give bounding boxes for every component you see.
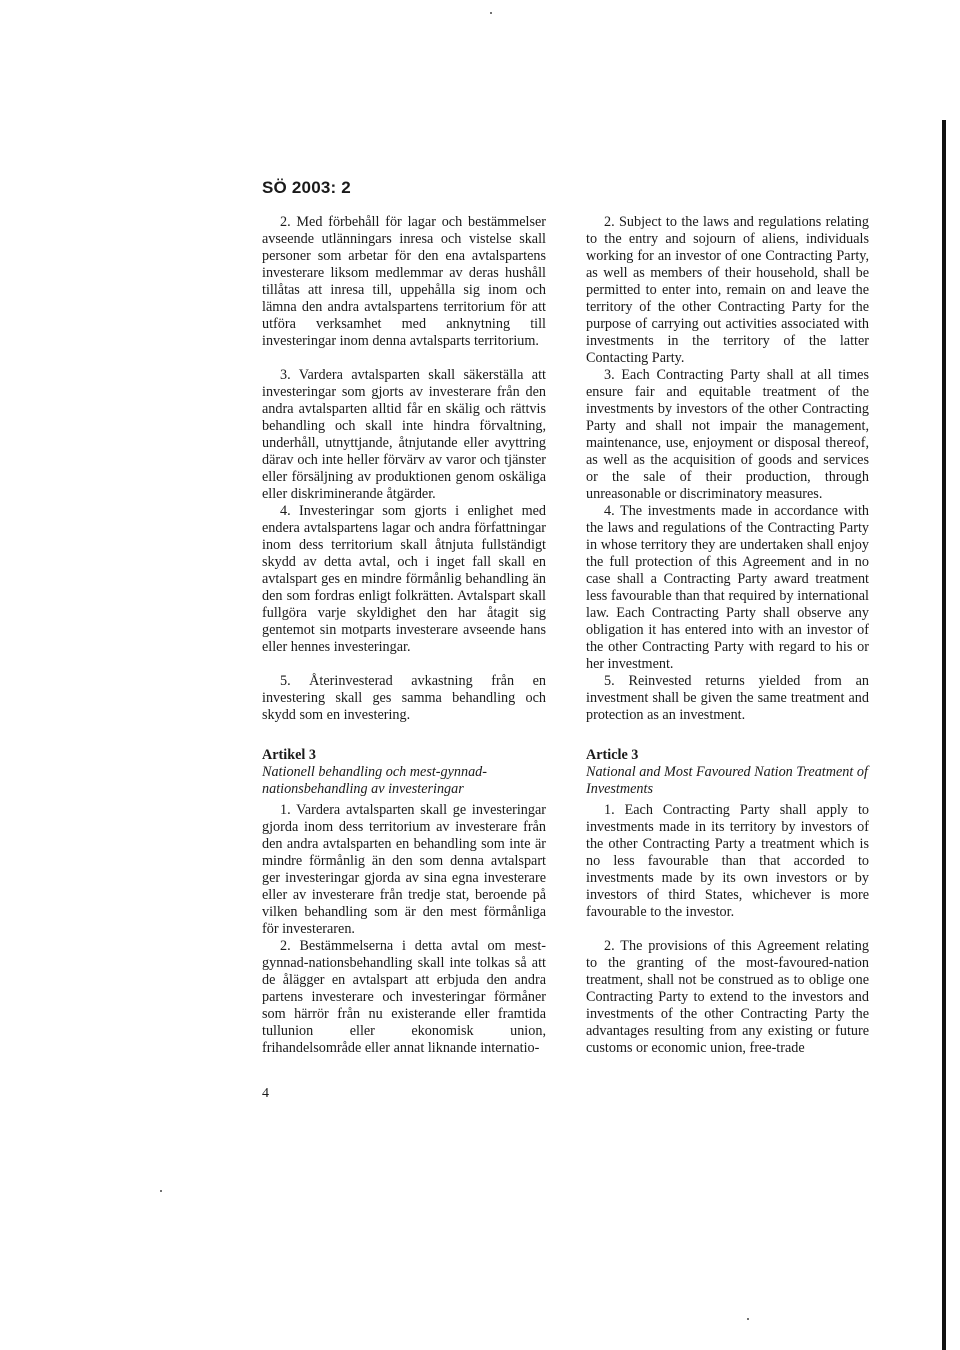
en-paragraph-5: 5. Reinvested returns yielded from an investment shall be given the same treatment and protection as an investment. — [586, 673, 869, 723]
sv-article3-paragraph-1: 1. Vardera avtalsparten skall ge investeringar gjorda inom dess territorium av investerare från den andra avtalsparten en behandling som inte är mindre förmånlig än den som denna avtalspart ger investeringar gjorda av sina egna investerare eller av investerare från tredje stat, beroende på vilken behandling som är den mest förmånliga för investeraren. — [262, 802, 546, 937]
sv-paragraph-2: 2. Med förbehåll för lagar och bestämmelser avseende utlänningars inresa och vistelse skall personer som arbetar för den ena avtalspartens investerare liksom medlemmar av deras hushåll tillåtas att inresa till, uppehålla sig inom och lämna den andra avtalspartens territorium för att utföra verksamhet med anknytning till investeringar inom denna avtalsparts territorium. — [262, 214, 546, 349]
en-article-heading: Article 3 — [586, 747, 639, 763]
sv-paragraph-5: 5. Återinvesterad avkastning från en investering skall ges samma behandling och skydd som en investering. — [262, 673, 546, 723]
page-number: 4 — [262, 1086, 269, 1101]
en-paragraph-2: 2. Subject to the laws and regulations relating to the entry and sojourn of aliens, individuals working for an investor of one Contracting Party, as well as members of their household, shall be permitted to enter into, remain on and leave the territory of the other Contracting Party for the purpose of carrying out activities associated with investments in the territory of the latter Contacting Party. — [586, 214, 869, 366]
sv-paragraph-4: 4. Investeringar som gjorts i enlighet med endera avtalspartens lagar och andra författningar inom dess territorium skall åtnjuta fullständigt skydd av detta avtal, och i inget fall skall en avtalspart ges en mindre förmånlig behandling än den som fordras enligt folkrätten. Avtalspart skall fullgöra varje skyldighet den har åtagit sig gentemot sin motparts investerare avseende hans eller hennes investeringar. — [262, 503, 546, 655]
en-paragraph-4: 4. The investments made in accordance with the laws and regulations of the Contracting Party in whose territory they are undertaken shall enjoy the full protection of this Agreement and in no case shall a Contracting Party award treatment less favourable than that required by international law. Each Contracting Party shall observe any obligation it has entered into with an investor of the other Contracting Party with regard to his or her investment. — [586, 503, 869, 672]
scan-margin-line — [942, 120, 946, 1350]
sv-article-subtitle: Nationell behandling och mest-gynnad-nationsbehandling av investeringar — [262, 764, 487, 797]
sv-article-heading: Artikel 3 — [262, 747, 316, 763]
sv-article3-paragraph-2: 2. Bestämmelserna i detta avtal om mest-gynnad-nationsbehandling skall inte tolkas så att de ålägger en avtalspart att erbjuda den andra partens investerare och investeringar förmåner som härrör från nu existerande eller framtida tullunion eller ekonomisk union, frihandelsområde eller annat liknande internatio- — [262, 938, 546, 1056]
sv-paragraph-3: 3. Vardera avtalsparten skall säkerställa att investeringar som gjorts av investerare från den andra avtalsparten alltid får en skälig och rättvis behandling och skall inte hindra förvaltning, underhåll, utnyttjande, åtnjutande eller avyttring därav och inte heller förvärv av varor och tjänster eller försäljning av produktionen genom oskäliga eller diskriminerande åtgärder. — [262, 367, 546, 502]
en-article3-paragraph-2: 2. The provisions of this Agreement relating to the granting of the most-favoured-nation treatment, shall not be construed as to oblige one Contracting Party to extend to the investors and investments of the other Contracting Party the advantages resulting from any existing or future customs or economic union, free-trade — [586, 938, 869, 1056]
scan-speck — [490, 12, 492, 14]
scan-speck — [747, 1318, 749, 1320]
english-column — [586, 214, 869, 1057]
swedish-column — [262, 214, 546, 1057]
en-article-subtitle: National and Most Favoured Nation Treatment of Investments — [586, 764, 868, 797]
page-header: SÖ 2003: 2 — [262, 178, 351, 197]
en-paragraph-3: 3. Each Contracting Party shall at all times ensure fair and equitable treatment of the investments by investors of the other Contracting Party and shall not impair the management, maintenance, use, enjoyment or disposal thereof, as well as the acquisition of goods and services or the sale of their production, through unreasonable or discriminatory measures. — [586, 367, 869, 502]
scan-speck — [160, 1190, 162, 1192]
en-article3-paragraph-1: 1. Each Contracting Party shall apply to investments made in its territory by investors of the other Contracting Party a treatment which is no less favourable than that accorded to investments made by its own investors or by investors of third States, whichever is more favourable to the investor. — [586, 802, 869, 920]
